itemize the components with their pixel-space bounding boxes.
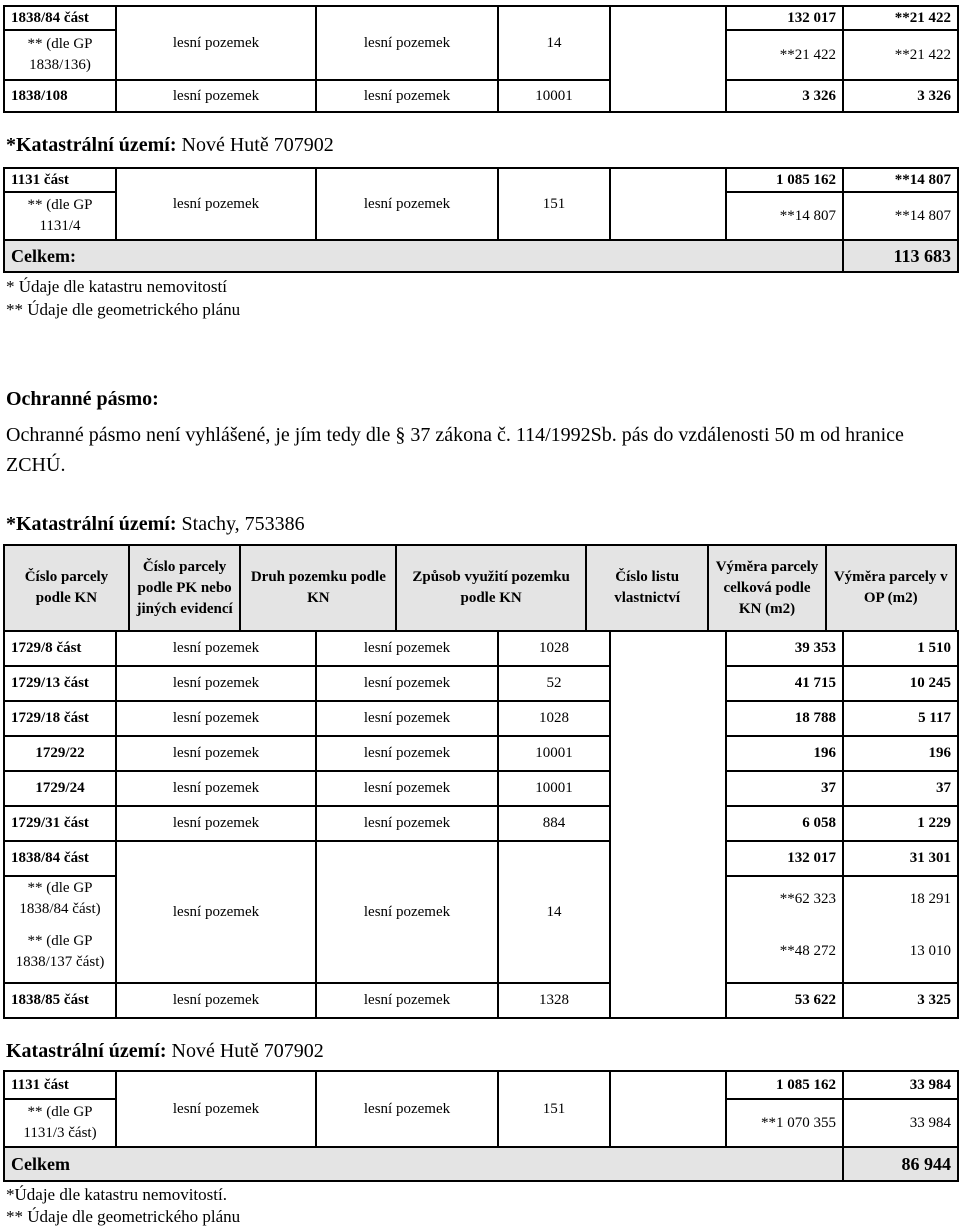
section-heading-nove-hute: *Katastrální území: Nové Hutě 707902 <box>6 134 334 156</box>
empty-cell <box>610 666 726 701</box>
empty-cell <box>610 6 726 80</box>
empty-cell <box>610 631 726 666</box>
op-cell: 33 984 <box>843 1071 958 1099</box>
parcel-cell: 1838/84 část <box>4 6 116 30</box>
parcel-cell: ** (dle GP 1838/136) <box>4 30 116 80</box>
lv-cell: 151 <box>498 1071 610 1147</box>
empty-cell <box>610 80 726 112</box>
lv-cell: 52 <box>498 666 610 701</box>
note-kn: * Údaje dle katastru nemovitostí <box>6 277 227 296</box>
total-cell: **21 422 <box>726 30 843 80</box>
total-cell: 41 715 <box>726 666 843 701</box>
lv-cell: 1028 <box>498 701 610 736</box>
parcel-table-stachy-rows <box>3 630 959 1019</box>
op-cell: 1 510 <box>843 631 958 666</box>
kind-cell: lesní pozemek <box>116 666 316 701</box>
total-cell: 1 085 162 <box>726 1071 843 1099</box>
table-row <box>4 983 958 1018</box>
parcel-cell: ** (dle GP 1838/137 část) <box>4 921 116 983</box>
use-cell: lesní pozemek <box>316 841 498 983</box>
header-kind: Druh pozemku podle KN <box>240 545 396 631</box>
empty-cell <box>610 1071 726 1147</box>
use-cell: lesní pozemek <box>316 983 498 1018</box>
total-value: 113 683 <box>843 240 958 272</box>
use-cell: lesní pozemek <box>316 806 498 841</box>
table-row <box>4 631 958 666</box>
kind-cell: lesní pozemek <box>116 701 316 736</box>
op-cell: 18 291 <box>843 876 958 921</box>
parcel-cell: ** (dle GP 1131/4 <box>4 192 116 240</box>
parcel-table-nove-hute <box>3 167 959 273</box>
lv-cell: 884 <box>498 806 610 841</box>
kind-cell: lesní pozemek <box>116 168 316 240</box>
table-row <box>4 736 958 771</box>
use-cell: lesní pozemek <box>316 771 498 806</box>
lv-cell: 151 <box>498 168 610 240</box>
kind-cell: lesní pozemek <box>116 806 316 841</box>
header-lv: Číslo listu vlastnictví <box>586 545 709 631</box>
kind-cell: lesní pozemek <box>116 6 316 80</box>
use-cell: lesní pozemek <box>316 701 498 736</box>
use-cell: lesní pozemek <box>316 80 498 112</box>
parcel-cell: 1838/85 část <box>4 983 116 1018</box>
header-parcel-pk: Číslo parcely podle PK nebo jiných evidencí <box>129 545 240 631</box>
op-cell: 5 117 <box>843 701 958 736</box>
lv-cell: 10001 <box>498 771 610 806</box>
use-cell: lesní pozemek <box>316 6 498 80</box>
parcel-cell: ** (dle GP 1838/84 část) <box>4 876 116 921</box>
op-cell: 37 <box>843 771 958 806</box>
parcel-cell: 1729/31 část <box>4 806 116 841</box>
section-heading-nove-hute-2: Katastrální území: Nové Hutě 707902 <box>6 1040 324 1062</box>
total-cell: 132 017 <box>726 841 843 876</box>
kind-cell: lesní pozemek <box>116 983 316 1018</box>
empty-cell <box>610 701 726 736</box>
kind-cell: lesní pozemek <box>116 841 316 983</box>
table-row <box>4 841 958 876</box>
parcel-cell: 1729/13 část <box>4 666 116 701</box>
op-cell: 1 229 <box>843 806 958 841</box>
lv-cell: 1328 <box>498 983 610 1018</box>
parcel-cell: 1131 část <box>4 168 116 192</box>
empty-cell <box>610 983 726 1018</box>
parcel-cell: ** (dle GP 1131/3 část) <box>4 1099 116 1147</box>
header-parcel-kn: Číslo parcely podle KN <box>4 545 129 631</box>
section-heading-stachy: *Katastrální území: Stachy, 753386 <box>6 513 305 535</box>
note-gp: ** Údaje dle geometrického plánu <box>6 300 241 319</box>
kind-cell: lesní pozemek <box>116 771 316 806</box>
empty-cell <box>610 806 726 841</box>
kind-cell: lesní pozemek <box>116 80 316 112</box>
total-cell: 6 058 <box>726 806 843 841</box>
op-cell: 3 325 <box>843 983 958 1018</box>
total-cell: 39 353 <box>726 631 843 666</box>
empty-cell <box>610 771 726 806</box>
op-cell: **14 807 <box>843 192 958 240</box>
protection-zone-text: Ochranné pásmo není vyhlášené, je jím tedy dle § 37 zákona č. 114/1992Sb. pás do vzdálenosti 50 m od hranice ZCHÚ. <box>6 424 904 476</box>
total-cell: 3 326 <box>726 80 843 112</box>
total-value: 86 944 <box>843 1147 958 1181</box>
total-cell: **14 807 <box>726 192 843 240</box>
total-cell: **62 323 <box>726 876 843 921</box>
op-cell: 10 245 <box>843 666 958 701</box>
parcel-cell: 1838/84 část <box>4 841 116 876</box>
use-cell: lesní pozemek <box>316 736 498 771</box>
kind-cell: lesní pozemek <box>116 736 316 771</box>
empty-cell <box>610 168 726 240</box>
lv-cell: 1028 <box>498 631 610 666</box>
use-cell: lesní pozemek <box>316 631 498 666</box>
empty-cell <box>610 841 726 983</box>
total-cell: 196 <box>726 736 843 771</box>
op-cell: **14 807 <box>843 168 958 192</box>
use-cell: lesní pozemek <box>316 1071 498 1147</box>
total-label: Celkem: <box>4 240 843 272</box>
lv-cell: 14 <box>498 841 610 983</box>
op-cell: 31 301 <box>843 841 958 876</box>
op-cell: 13 010 <box>843 921 958 983</box>
parcel-cell: 1131 část <box>4 1071 116 1099</box>
parcel-cell: 1729/8 část <box>4 631 116 666</box>
empty-cell <box>610 736 726 771</box>
parcel-table-fragment <box>3 5 959 113</box>
note-kn: *Údaje dle katastru nemovitostí. <box>6 1185 227 1204</box>
table-row <box>4 666 958 701</box>
parcel-cell: 1729/18 část <box>4 701 116 736</box>
total-cell: 53 622 <box>726 983 843 1018</box>
parcel-cell: 1729/24 <box>4 771 116 806</box>
use-cell: lesní pozemek <box>316 666 498 701</box>
header-op: Výměra parcely v OP (m2) <box>826 545 956 631</box>
parcel-table-stachy <box>3 544 957 632</box>
header-total: Výměra parcely celková podle KN (m2) <box>708 545 825 631</box>
table-row <box>4 701 958 736</box>
lv-cell: 10001 <box>498 736 610 771</box>
kind-cell: lesní pozemek <box>116 631 316 666</box>
parcel-cell: 1729/22 <box>4 736 116 771</box>
lv-cell: 14 <box>498 6 610 80</box>
op-cell: **21 422 <box>843 30 958 80</box>
protection-zone-title: Ochranné pásmo: <box>6 388 159 410</box>
use-cell: lesní pozemek <box>316 168 498 240</box>
op-cell: 33 984 <box>843 1099 958 1147</box>
total-cell: 37 <box>726 771 843 806</box>
lv-cell: 10001 <box>498 80 610 112</box>
header-use: Způsob využití pozemku podle KN <box>396 545 586 631</box>
table-row <box>4 771 958 806</box>
op-cell: 3 326 <box>843 80 958 112</box>
parcel-cell: 1838/108 <box>4 80 116 112</box>
total-cell: **48 272 <box>726 921 843 983</box>
total-cell: 132 017 <box>726 6 843 30</box>
total-cell: **1 070 355 <box>726 1099 843 1147</box>
parcel-table-nove-hute-2 <box>3 1070 959 1182</box>
total-cell: 18 788 <box>726 701 843 736</box>
op-cell: **21 422 <box>843 6 958 30</box>
total-label: Celkem <box>4 1147 843 1181</box>
kind-cell: lesní pozemek <box>116 1071 316 1147</box>
note-gp: ** Údaje dle geometrického plánu <box>6 1207 241 1226</box>
op-cell: 196 <box>843 736 958 771</box>
table-row <box>4 806 958 841</box>
total-cell: 1 085 162 <box>726 168 843 192</box>
